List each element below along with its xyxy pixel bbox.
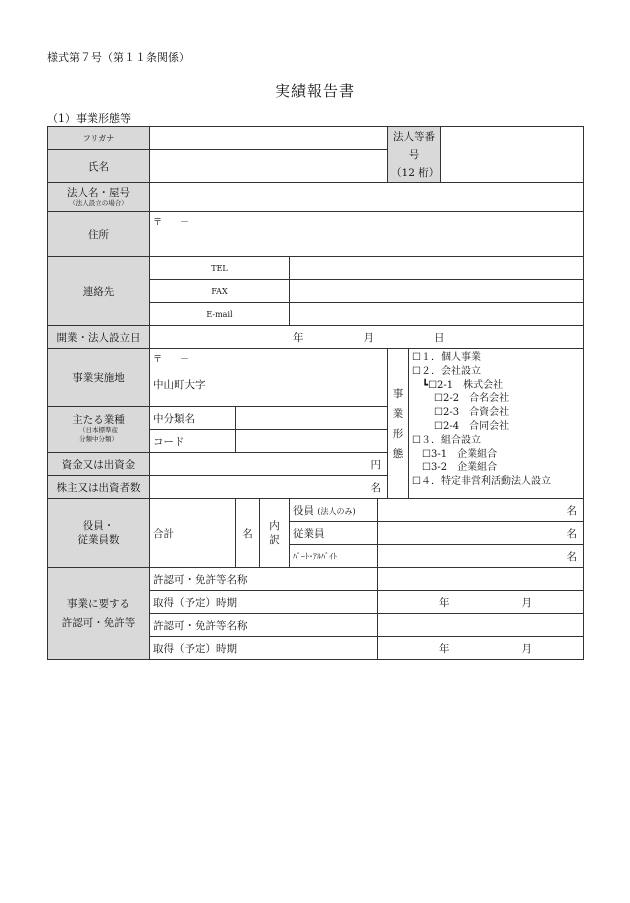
fax-label: FAX [150,280,290,303]
officers-label: 役員 (法人のみ) [290,499,378,522]
open-date-label: 開業・法人設立日 [48,326,150,349]
industry-label: 主たる業種 （日本標準産 分類中分類） [48,407,150,453]
business-type-label: 事 業 形 態 [388,349,409,499]
industry-code-label: コード [150,430,236,453]
parttime-input[interactable]: 名 [378,545,584,568]
tel-input[interactable] [290,257,584,280]
acquire-input-2[interactable]: 年 月 [378,637,584,660]
shareholders-input[interactable]: 名 [150,476,388,499]
fax-input[interactable] [290,280,584,303]
employees-input[interactable]: 名 [378,522,584,545]
corp-name-input[interactable] [150,183,584,212]
furigana-input[interactable] [150,127,388,150]
breakdown-label: 内 訳 [260,499,290,568]
employees-label: 従業員 [290,522,378,545]
contact-label: 連絡先 [48,257,150,326]
acquire-label-2: 取得（予定）時期 [150,637,378,660]
tel-label: TEL [150,257,290,280]
business-type-options[interactable]: ☐１．個人事業 ☐２．会社設立 ┗☐2-1 株式会社 ☐2-2 合名会社 ☐2-3 合資会社 ☐2-4 合同会社 ☐３．組合設立 ☐3-1 企業組合 ☐3-2 企業組合 ☐４．特定非営利活動法人設立 [409,349,584,499]
form-number-label: 様式第７号（第１１条関係） [47,51,190,64]
officers-input[interactable]: 名 [378,499,584,522]
shareholders-label: 株主又は出資者数 [48,476,150,499]
acquire-label-1: 取得（予定）時期 [150,591,378,614]
name-input[interactable] [150,150,388,183]
capital-input[interactable]: 円 [150,453,388,476]
open-date-input[interactable]: 年 月 日 [150,326,584,349]
permit-name-label-2: 許認可・免許等名称 [150,614,378,637]
section-heading: （1）事業形態等 [47,112,131,125]
industry-name-input[interactable] [236,407,388,430]
page-title: 実績報告書 [274,82,355,100]
corp-number-input[interactable] [441,127,584,183]
corp-name-label: 法人名・屋号 （法人設立の場合） [48,183,150,212]
capital-label: 資金又は出資金 [48,453,150,476]
industry-name-label: 中分類名 [150,407,236,430]
address-label: 住所 [48,212,150,257]
acquire-input-1[interactable]: 年 月 [378,591,584,614]
permit-name-label-1: 許認可・免許等名称 [150,568,378,591]
staff-label: 役員・ 従業員数 [48,499,150,568]
corp-number-label: 法人等番号 （12 桁） [388,127,441,183]
permit-name-input-1[interactable] [378,568,584,591]
business-form-table [47,126,584,660]
furigana-label: フリガナ [48,127,150,150]
industry-code-input[interactable] [236,430,388,453]
email-label: E-mail [150,303,290,326]
address-input[interactable]: 〒 － [150,212,584,257]
email-input[interactable] [290,303,584,326]
permit-label: 事業に要する 許認可・免許等 [48,568,150,660]
staff-total-unit: 名 [236,499,260,568]
site-input[interactable]: 〒 － 中山町大字 [150,349,388,407]
staff-total-label: 合計 [150,499,236,568]
name-label: 氏名 [48,150,150,183]
parttime-label: ﾊﾟｰﾄ･ｱﾙﾊﾞｲﾄ [290,545,378,568]
permit-name-input-2[interactable] [378,614,584,637]
site-label: 事業実施地 [48,349,150,407]
